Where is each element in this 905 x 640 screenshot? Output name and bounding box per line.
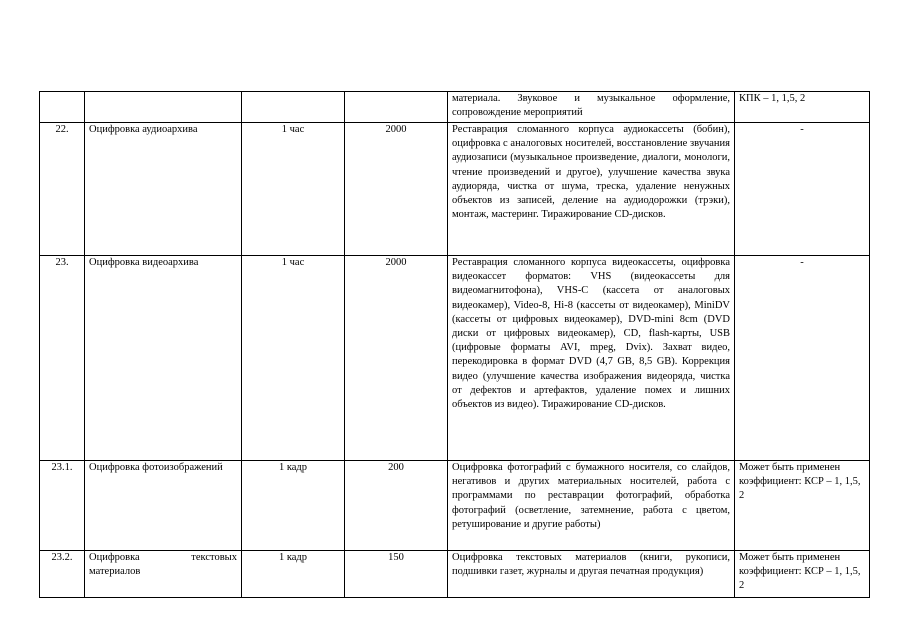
- table-row: [40, 123, 870, 256]
- price-cell: [345, 92, 448, 123]
- price-cell: 2000: [345, 256, 448, 461]
- service-name-cell: Оцифровка аудиоархива: [85, 123, 242, 256]
- coefficient-cell: КПК – 1, 1,5, 2: [735, 92, 870, 123]
- row-number-cell: [40, 92, 85, 123]
- description-cell: Оцифровка фотографий с бумажного носителя, со слайдов, негативов и других материальных носителей, работа с программами по реставрации фотографий, обработка фотографий (осветление, затемнение, работа с цветом, ретуширование и другие работы): [448, 461, 735, 551]
- row-number-cell: 23.: [40, 256, 85, 461]
- price-cell: 2000: [345, 123, 448, 256]
- table-row: [40, 461, 870, 551]
- table-row: [40, 92, 870, 123]
- price-cell: 200: [345, 461, 448, 551]
- coefficient-cell: -: [735, 256, 870, 461]
- price-cell: 150: [345, 551, 448, 598]
- table-row: [40, 256, 870, 461]
- coefficient-cell: Может быть применен коэффициент: КСР – 1, 1,5, 2: [735, 551, 870, 598]
- row-number-cell: 22.: [40, 123, 85, 256]
- services-price-table: [39, 91, 870, 598]
- row-number-cell: 23.1.: [40, 461, 85, 551]
- description-cell: Реставрация сломанного корпуса видеокассеты, оцифровка видеокассет форматов: VHS (видеокассеты для видеомагнитофона), VHS-C (кассета от аналоговых видеокамер), Video-8, Hi-8 (кассеты от видеокамер), MiniDV (кассеты от цифровых видеокамер), DVD-mini 8cm (DVD диски от цифровых видеокамер), CD, flash-карты, USB (цифровые форматы AVI, mpeg, Dvix). Захват видео, перекодировка в формат DVD (4,7 GB, 8,5 GB). Коррекция видео (улучшение качества изображения видеоряда, чистка от дефектов и артефактов, удаление помех и лишних объектов из видео). Тиражирование CD-дисков.: [448, 256, 735, 461]
- service-name-cell: [85, 92, 242, 123]
- service-name-cell: Оцифровка фотоизображений: [85, 461, 242, 551]
- description-cell: Реставрация сломанного корпуса аудиокассеты (бобин), оцифровка с аналоговых носителей, восстановление звучания аудиозаписи (музыкальное произведение, диалоги, монологи, чтение произведений и другое), улучшение качества звука аудиоряда, чистка от шума, треска, удаление ненужных объектов из записей, деление на аудиодорожки (трэки), монтаж, мастеринг. Тиражирование CD-дисков.: [448, 123, 735, 256]
- row-number-cell: 23.2.: [40, 551, 85, 598]
- coefficient-cell: -: [735, 123, 870, 256]
- description-cell: Оцифровка текстовых материалов (книги, рукописи, подшивки газет, журналы и другая печатная продукция): [448, 551, 735, 598]
- coefficient-cell: Может быть применен коэффициент: КСР – 1, 1,5, 2: [735, 461, 870, 551]
- table-row: [40, 551, 870, 598]
- unit-cell: 1 кадр: [242, 551, 345, 598]
- unit-cell: [242, 92, 345, 123]
- service-name-cell: Оцифровка видеоархива: [85, 256, 242, 461]
- unit-cell: 1 час: [242, 256, 345, 461]
- unit-cell: 1 час: [242, 123, 345, 256]
- unit-cell: 1 кадр: [242, 461, 345, 551]
- service-name-cell: Оцифровка текстовых материалов: [85, 551, 242, 598]
- description-cell: материала. Звуковое и музыкальное оформление, сопровождение мероприятий: [448, 92, 735, 123]
